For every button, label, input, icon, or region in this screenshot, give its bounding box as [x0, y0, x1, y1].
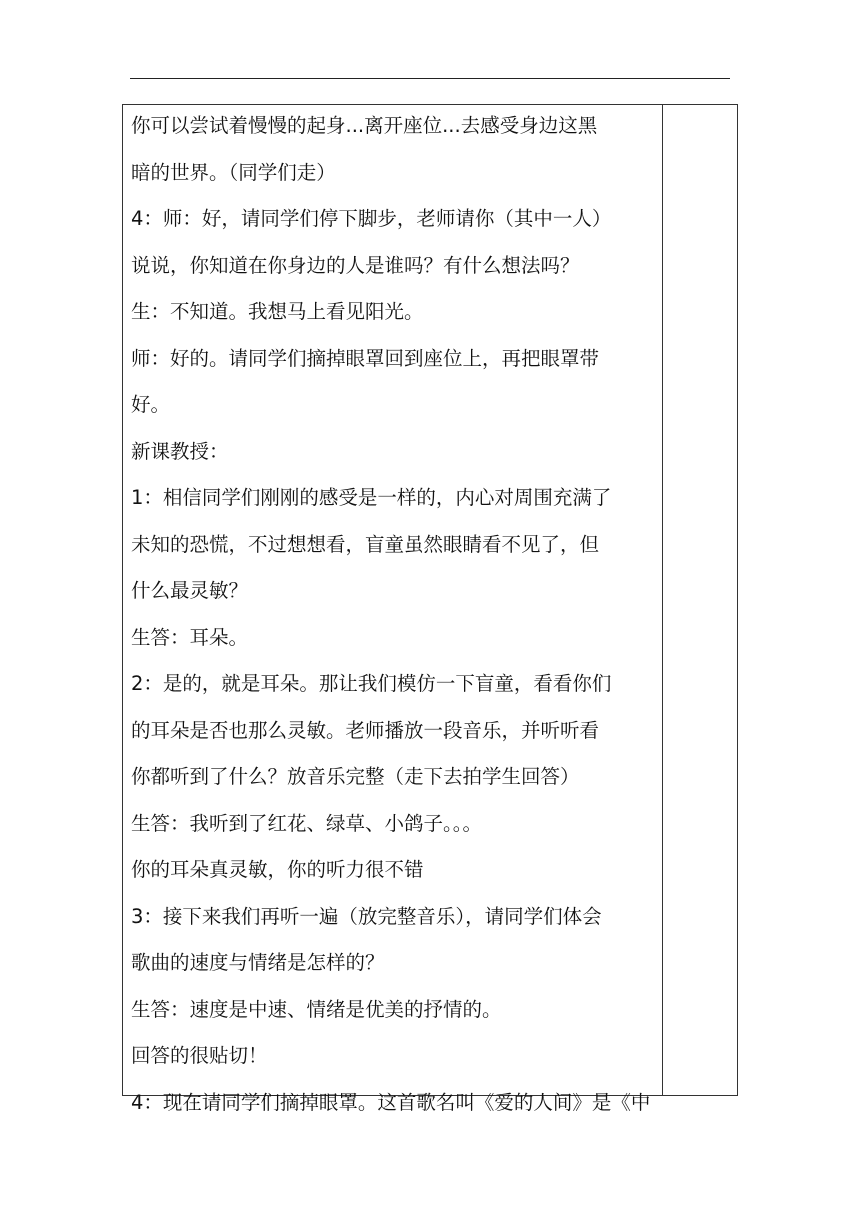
paragraph	[131, 995, 662, 1025]
text-line: 回答的很贴切！	[131, 1044, 268, 1067]
paragraph	[131, 623, 662, 653]
lesson-plan-table	[122, 104, 738, 1114]
text-line: 未知的恐慌，不过想想看，盲童虽然眼睛看不见了，但	[131, 532, 600, 556]
paragraph	[131, 111, 662, 188]
text-line: 说说，你知道在你身边的人是谁吗？有什么想法吗？	[131, 253, 580, 277]
paragraph	[131, 669, 662, 792]
text-line: 2：是的，就是耳朵。那让我们模仿一下盲童，看看你们	[131, 672, 612, 695]
text-line: 你的耳朵真灵敏，你的听力很不错	[131, 858, 424, 881]
paragraph	[131, 855, 662, 885]
text-line: 生答：速度是中速、情绪是优美的抒情的。	[131, 997, 502, 1021]
paragraph	[131, 483, 662, 606]
header-rule	[130, 78, 730, 79]
text-line: 你可以尝试着慢慢的起身...离开座位...去感受身边这黑	[131, 114, 598, 137]
notes-cell	[663, 105, 737, 1095]
text-line: 1：相信同学们刚刚的感受是一样的，内心对周围充满了	[131, 486, 612, 509]
text-line: 暗的世界。（同学们走）	[131, 160, 336, 184]
paragraph	[131, 809, 662, 839]
text-line: 你都听到了什么？放音乐完整（走下去拍学生回答）	[131, 765, 580, 788]
paragraph	[131, 1041, 662, 1071]
text-line: 新课教授：	[131, 439, 229, 463]
section-heading	[131, 437, 662, 467]
text-line: 4：师：好，请同学们停下脚步，老师请你（其中一人）	[131, 207, 612, 230]
text-line: 生答：我听到了红花、绿草、小鸽子。。。	[131, 811, 483, 835]
paragraph	[131, 1088, 662, 1118]
text-line: 3：接下来我们再听一遍（放完整音乐），请同学们体会	[131, 904, 602, 928]
lesson-content-cell	[123, 105, 663, 1114]
paragraph	[131, 902, 662, 979]
text-line: 生答：耳朵。	[131, 625, 249, 649]
text-line: 生：不知道。我想马上看见阳光。	[131, 300, 424, 323]
text-line: 好。	[131, 393, 171, 416]
text-line: 什么最灵敏？	[131, 579, 249, 602]
paragraph	[131, 204, 662, 281]
text-line: 歌曲的速度与情绪是怎样的？	[131, 951, 385, 974]
text-line: 的耳朵是否也那么灵敏。老师播放一段音乐，并听听看	[131, 718, 600, 742]
text-line: 4：现在请同学们摘掉眼罩。这首歌名叫《爱的人间》是《中	[131, 1090, 651, 1114]
text-line: 师：好的。请同学们摘掉眼罩回到座位上，再把眼罩带	[131, 346, 600, 370]
paragraph	[131, 297, 662, 327]
paragraph	[131, 344, 662, 421]
